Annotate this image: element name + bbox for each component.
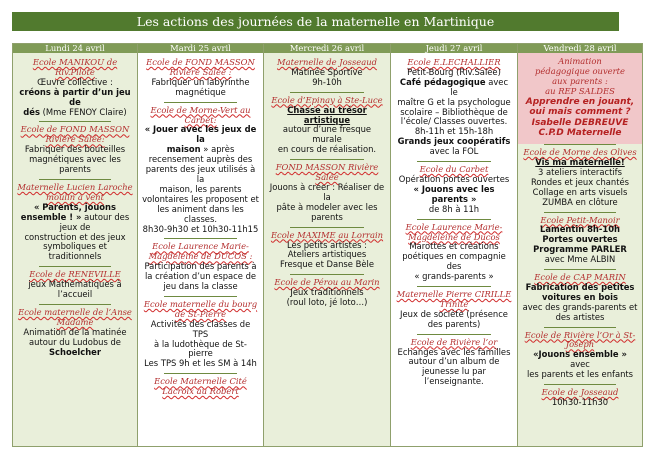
event-text: Activités des classes de TPS bbox=[150, 318, 251, 339]
day-body bbox=[13, 53, 137, 361]
school-name-text: Ecole de Morne des Olives bbox=[523, 147, 637, 158]
event-text: Participation des parents à bbox=[144, 261, 257, 272]
school-name bbox=[17, 183, 133, 203]
event-text: Opération portes ouvertes bbox=[398, 173, 510, 184]
event-text: Fabriquer un labyrinthe bbox=[151, 76, 250, 87]
school-name-text: Ecole de Josseaud bbox=[541, 387, 619, 398]
event-text: construction et des jeux bbox=[24, 231, 126, 242]
event-text: Chasse au trésor artistique bbox=[287, 104, 367, 125]
event-line bbox=[142, 205, 259, 225]
event-line bbox=[268, 145, 386, 155]
day-header: Vendredi 28 avril bbox=[518, 44, 642, 53]
event-text-after: (Mme FENOY Claire) bbox=[39, 106, 127, 117]
event-line bbox=[395, 147, 513, 157]
event-line bbox=[142, 165, 259, 185]
event-text: Fabriquer des bouteilles bbox=[24, 144, 126, 155]
event-line bbox=[142, 225, 259, 235]
event-text: Marottes et créations bbox=[409, 241, 499, 252]
event-entry bbox=[142, 239, 259, 296]
school-name-text: Ecole MANIKOU de Riv.Pilote bbox=[32, 57, 118, 77]
event-text: Fresque et Danse Bèle bbox=[280, 259, 374, 270]
school-name-text: Ecole de RENEVILLE bbox=[29, 269, 121, 280]
event-text: Schoelcher bbox=[48, 346, 101, 357]
event-entry bbox=[268, 228, 386, 275]
school-name-text: Ecole MAXIME au Lorrain bbox=[270, 229, 384, 240]
school-name-text: Ecole Petit-Manoir bbox=[540, 214, 620, 225]
highlight-title-line: oui mais comment ? bbox=[529, 107, 631, 118]
school-name-text: FOND MASSON Rivière Salée bbox=[275, 162, 379, 183]
event-text: en cours de réalisation. bbox=[277, 144, 377, 155]
event-line bbox=[17, 242, 133, 262]
event-line bbox=[522, 255, 638, 265]
event-text: jeunesse lu par bbox=[422, 366, 486, 377]
event-entry bbox=[17, 55, 133, 121]
day-body bbox=[518, 53, 642, 412]
event-text: Les petits artistes : bbox=[287, 239, 367, 250]
event-text: Rondes et jeux chantés bbox=[530, 176, 630, 187]
event-text: jeu dans la classe bbox=[163, 281, 238, 292]
school-name bbox=[142, 377, 259, 397]
event-entry bbox=[142, 374, 259, 401]
event-line bbox=[395, 78, 513, 98]
event-text: Fabrication des petites bbox=[525, 281, 635, 292]
school-name-text: Ecole du Carbet bbox=[419, 164, 489, 175]
school-name bbox=[142, 58, 259, 78]
event-line bbox=[268, 183, 386, 203]
event-text: Collage en arts visuels bbox=[532, 186, 628, 197]
event-text-after: » après bbox=[200, 144, 235, 155]
school-name-text: Ecole de CAP MARIN bbox=[534, 272, 626, 283]
event-entry bbox=[522, 213, 638, 270]
event-line bbox=[142, 125, 259, 145]
event-text: Vis ma maternelle! bbox=[535, 156, 625, 167]
event-text: Lamentin 8h-10h bbox=[540, 224, 620, 235]
school-name bbox=[17, 125, 133, 145]
event-line bbox=[522, 350, 638, 370]
school-name bbox=[522, 331, 638, 351]
event-text: 3 ateliers interactifs bbox=[537, 166, 622, 177]
event-line bbox=[395, 272, 513, 282]
event-line bbox=[142, 359, 259, 369]
event-text: Programme PARLER bbox=[533, 244, 627, 255]
event-text: Petit-Bourg (Riv.Salée) bbox=[407, 66, 501, 77]
event-text: Animation de la matinée bbox=[23, 326, 127, 337]
day-body bbox=[391, 53, 517, 391]
event-text: avec Mme ALBIN bbox=[544, 254, 616, 265]
event-text: maison bbox=[166, 144, 201, 155]
column-jeudi bbox=[391, 44, 518, 446]
event-text: magnétiques avec les parents bbox=[29, 154, 121, 175]
event-text: les animent dans les classes. bbox=[157, 203, 244, 224]
event-line bbox=[17, 88, 133, 108]
day-header: Mercredi 26 avril bbox=[264, 44, 390, 53]
event-text: Café pédagogique bbox=[399, 76, 486, 87]
event-entry bbox=[17, 305, 133, 362]
event-line bbox=[268, 260, 386, 270]
event-line bbox=[395, 185, 513, 205]
event-line bbox=[142, 88, 259, 98]
event-line bbox=[17, 213, 133, 233]
event-line bbox=[142, 320, 259, 340]
event-line bbox=[268, 203, 386, 223]
event-entry bbox=[522, 145, 638, 211]
event-text: parents des jeux utilisés à la bbox=[145, 164, 256, 184]
event-line bbox=[268, 78, 386, 88]
event-text: autour d’un album de bbox=[408, 356, 500, 367]
school-name bbox=[395, 223, 513, 243]
event-text: Portes ouvertes bbox=[542, 234, 618, 245]
event-text: avec la FOL bbox=[429, 146, 479, 157]
school-name-text: Ecole Maternelle Cité Lacroix au Robert bbox=[154, 376, 247, 397]
event-text: à la ludothèque de St-pierre bbox=[154, 338, 247, 359]
event-line bbox=[142, 340, 259, 360]
event-text: pâte à modeler avec les parents bbox=[276, 201, 378, 222]
event-text: symboliques et traditionnels bbox=[43, 241, 107, 262]
event-line bbox=[17, 108, 133, 118]
school-name bbox=[17, 58, 133, 78]
school-name-text: Ecole de Morne-Vert au Carbet: bbox=[150, 104, 251, 125]
highlight-line: au REP SALDES bbox=[545, 85, 615, 96]
event-line bbox=[522, 313, 638, 323]
highlight-title-line: Isabelle DEBREUVE bbox=[531, 117, 629, 128]
event-line bbox=[17, 155, 133, 175]
event-line bbox=[17, 290, 133, 300]
column-lundi bbox=[13, 44, 138, 446]
event-text: scolaire – Bibliothèque de bbox=[400, 106, 508, 117]
event-text-after: avec le bbox=[450, 76, 509, 97]
highlight-line: pédagogique ouverte bbox=[535, 65, 625, 76]
event-text: Grands jeux coopératifs bbox=[397, 136, 511, 147]
event-text: l’accueil bbox=[57, 289, 93, 300]
event-entry bbox=[395, 287, 513, 334]
day-header: Lundi 24 avril bbox=[13, 44, 137, 53]
event-text: 10h30-11h30 bbox=[551, 397, 609, 407]
event-line bbox=[268, 298, 386, 308]
highlight-title-line: C.P.D Maternelle bbox=[538, 128, 622, 139]
school-name bbox=[142, 242, 259, 262]
event-text: 9h-10h bbox=[312, 76, 342, 87]
schedule-table bbox=[12, 43, 643, 447]
column-mardi bbox=[138, 44, 264, 446]
event-text: voitures en bois bbox=[542, 291, 618, 302]
event-text: (roul loto, jé loto…) bbox=[286, 297, 368, 308]
event-text: Jouons à créer : Réaliser de la bbox=[269, 181, 385, 202]
event-entry bbox=[395, 55, 513, 161]
day-header: Jeudi 27 avril bbox=[391, 44, 517, 53]
event-entry bbox=[142, 103, 259, 239]
event-text: dés bbox=[23, 106, 40, 117]
event-text: des artistes bbox=[555, 311, 605, 322]
event-line bbox=[522, 398, 638, 408]
event-entry bbox=[268, 55, 386, 92]
event-text: ZUMBA en clôture bbox=[542, 196, 618, 207]
event-line bbox=[522, 370, 638, 380]
event-text: créons à partir d’un jeu de bbox=[19, 86, 131, 107]
event-text: recensement auprès des bbox=[148, 154, 253, 165]
column-mercredi bbox=[264, 44, 391, 446]
highlight-line: aux parents : bbox=[552, 75, 608, 86]
event-text: « grands-parents » bbox=[414, 271, 494, 282]
school-name-text: Ecole de Rivière l’Or à St-Joseph bbox=[524, 329, 636, 350]
school-name-text: Ecole de FOND MASSON Rivière Salée : bbox=[146, 57, 255, 77]
school-name-text: Ecole de FOND MASSON Rivière Salée: bbox=[20, 124, 130, 145]
event-entry bbox=[395, 335, 513, 392]
event-entry bbox=[17, 122, 133, 179]
school-name-text: Ecole E.LECHALLIER bbox=[407, 57, 501, 67]
event-text: maison, les parents bbox=[159, 183, 242, 194]
school-name-text: Ecole d’Epinay à Ste-Luce bbox=[271, 94, 383, 105]
school-name-text: Ecole Laurence Marie- Magdeleine de DUCOS : bbox=[148, 241, 253, 262]
event-text: Œuvre collective : bbox=[37, 76, 113, 87]
event-line bbox=[268, 106, 386, 126]
event-text: volontaires les proposent et bbox=[142, 193, 259, 204]
event-text: « Jouer avec les jeux de la bbox=[144, 124, 257, 145]
event-line bbox=[268, 125, 386, 145]
event-line bbox=[142, 282, 259, 292]
event-text: Les TPS 9h et les SM à 14h bbox=[144, 358, 257, 369]
event-line bbox=[395, 252, 513, 272]
event-text: poétiques en compagnie des bbox=[402, 251, 506, 272]
event-line bbox=[395, 377, 513, 387]
event-text: des parents) bbox=[427, 318, 481, 329]
event-text: l’enseignante. bbox=[424, 376, 484, 387]
event-text-after: avec bbox=[570, 359, 590, 370]
day-body bbox=[264, 53, 390, 312]
event-text: «Jouons ensemble » bbox=[533, 349, 627, 360]
event-text: autour du Ludobus de bbox=[29, 336, 121, 347]
school-name bbox=[268, 163, 386, 183]
highlight-box bbox=[518, 53, 642, 144]
event-text: 8h-11h et 15h-18h bbox=[414, 126, 494, 137]
event-text: magnétique bbox=[175, 86, 226, 97]
event-entry bbox=[268, 160, 386, 226]
event-entry bbox=[522, 385, 638, 412]
event-entry bbox=[522, 328, 638, 385]
school-name-text: Maternelle de Josseaud bbox=[277, 57, 377, 67]
school-name bbox=[395, 290, 513, 310]
event-text: 8h30-9h30 et 10h30-11h15 bbox=[142, 223, 259, 234]
highlight-title-line: Apprendre en jouant, bbox=[525, 96, 635, 107]
event-text: « Jouons avec les parents » bbox=[413, 183, 495, 204]
event-line bbox=[395, 320, 513, 330]
event-text: « Parents, jouons bbox=[33, 201, 117, 212]
school-name bbox=[142, 300, 259, 320]
school-name-text: Ecole maternelle de l’Anse Madame bbox=[18, 306, 132, 327]
event-text: avec des grands-parents et bbox=[522, 301, 638, 312]
event-entry bbox=[17, 180, 133, 266]
event-line bbox=[395, 205, 513, 215]
event-text: ensemble ! » bbox=[20, 211, 82, 222]
event-text: la création d’un espace de bbox=[144, 271, 257, 282]
event-text: de 8h à 11h bbox=[428, 203, 480, 214]
event-entry bbox=[395, 220, 513, 286]
school-name-text: Maternelle Pierre CIRILLE Trinité bbox=[396, 289, 512, 309]
event-entry bbox=[17, 267, 133, 304]
event-text: jeux Mathématiques à bbox=[28, 279, 122, 290]
event-text-after: autour des jeux de bbox=[59, 211, 130, 232]
column-vendredi bbox=[518, 44, 642, 446]
event-entry bbox=[395, 162, 513, 219]
highlight-line: Animation bbox=[558, 56, 602, 66]
day-body bbox=[138, 53, 263, 401]
event-text: autour d’une fresque murale bbox=[282, 124, 372, 145]
school-name-text: Maternelle Lucien Laroche moulin à vent bbox=[17, 181, 133, 202]
page-title: Les actions des journées de la maternelle en Martinique bbox=[12, 12, 619, 31]
school-name-text: Ecole Laurence Marie- Magdeleine de Ducos bbox=[405, 221, 503, 242]
event-text: les parents et les enfants bbox=[526, 369, 634, 380]
school-name bbox=[142, 106, 259, 126]
school-name-text: Ecole maternelle du bourg de St-Pierre bbox=[143, 298, 258, 319]
event-text: Matinée Sportive bbox=[291, 66, 363, 77]
event-text: Jeux traditionnels bbox=[290, 287, 364, 298]
event-entry bbox=[268, 275, 386, 312]
event-line bbox=[522, 198, 638, 208]
event-line bbox=[17, 348, 133, 358]
day-header: Mardi 25 avril bbox=[138, 44, 263, 53]
event-text: Echanges avec les familles bbox=[397, 346, 511, 357]
event-text: Ateliers artistiques bbox=[287, 249, 367, 260]
event-entry bbox=[522, 270, 638, 327]
school-name-text: Ecole de Rivière l’or bbox=[410, 336, 498, 347]
school-name-text: Ecole de Pérou au Marin bbox=[274, 277, 380, 288]
event-entry bbox=[142, 297, 259, 373]
event-text: maître G et la psychologue bbox=[397, 96, 511, 107]
event-entry bbox=[142, 55, 259, 102]
event-text: l’école/ Classes ouvertes. bbox=[400, 116, 508, 127]
school-name bbox=[17, 308, 133, 328]
event-text: Jeux de société (présence bbox=[400, 308, 508, 319]
event-entry bbox=[268, 93, 386, 159]
